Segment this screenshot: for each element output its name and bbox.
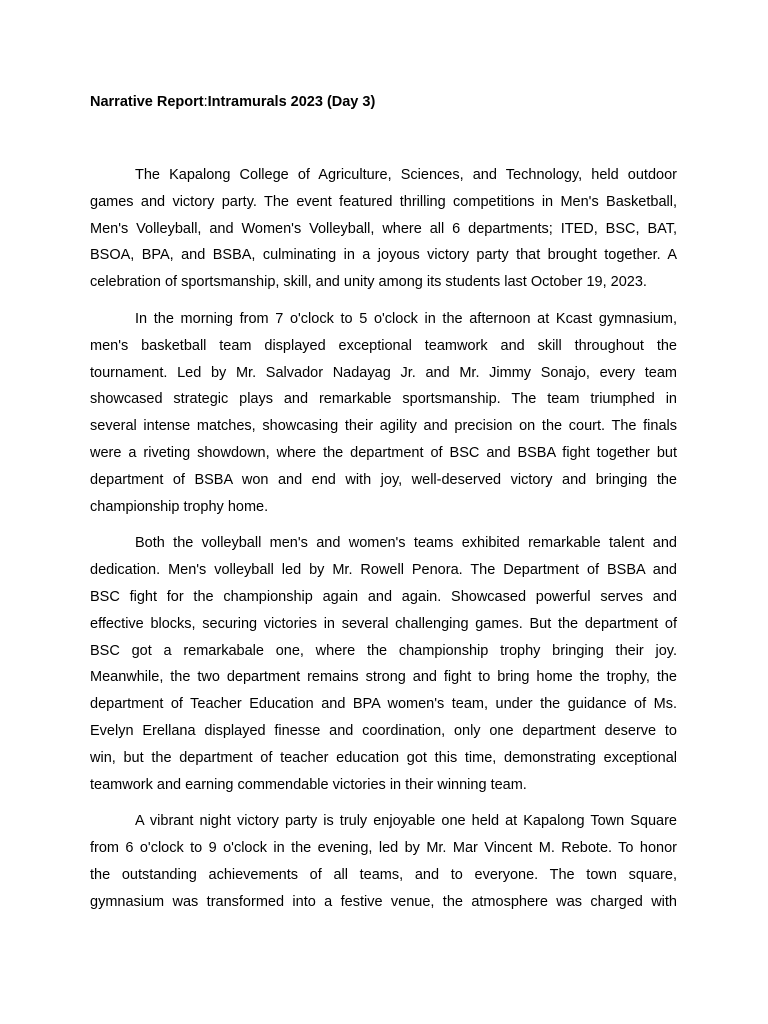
text-line: Evelyn Erellana displayed finesse and coordination, only one department deserve to: [90, 722, 677, 739]
text-line: celebration of sportsmanship, skill, and unity among its students last October 19, 2023.: [90, 274, 647, 291]
paragraph-intro: [90, 162, 677, 296]
text-line: were a riveting showdown, where the department of BSC and BSBA fight together but: [90, 444, 677, 461]
text-line: dedication. Men's volleyball led by Mr. Rowell Penora. The Department of BSBA and: [90, 562, 677, 579]
text-line: Meanwhile, the two department remains strong and fight to bring home the trophy, the: [90, 669, 677, 686]
report-title-bold: Narrative Report: [90, 94, 204, 110]
text-line: department of Teacher Education and BPA women's team, under the guidance of Ms.: [90, 696, 677, 713]
text-line: men's basketball team displayed exceptional teamwork and skill throughout the: [90, 337, 677, 354]
text-line: games and victory party. The event featured thrilling competitions in Men's Basketball,: [90, 193, 677, 210]
text-line: The Kapalong College of Agriculture, Sciences, and Technology, held outdoor: [135, 167, 677, 183]
report-title-rest: Intramurals 2023 (Day 3): [207, 94, 376, 110]
text-line: Both the volleyball men's and women's teams exhibited remarkable talent and: [135, 535, 677, 552]
report-title-colon: :: [203, 94, 208, 110]
text-line: effective blocks, securing victories in several challenging games. But the department of: [90, 615, 677, 632]
text-line: from 6 o'clock to 9 o'clock in the evening, led by Mr. Mar Vincent M. Rebote. To honor: [90, 840, 677, 857]
paragraph-volleyball: [90, 530, 677, 798]
text-line: BSC fight for the championship again and again. Showcased powerful serves and: [90, 588, 677, 605]
paragraph-victory-party: [90, 808, 677, 915]
text-line: championship trophy home.: [90, 498, 269, 515]
document-page: [90, 92, 677, 926]
text-line: tournament. Led by Mr. Salvador Nadayag Jr. and Mr. Jimmy Sonajo, every team: [90, 364, 677, 381]
text-line: the outstanding achievements of all teams, and to everyone. The town square,: [90, 866, 677, 883]
text-line: department of BSBA won and end with joy, well-deserved victory and bringing the: [90, 471, 677, 488]
text-line: BSC got a remarkabale one, where the championship trophy bringing their joy.: [90, 642, 677, 659]
paragraph-basketball: [90, 306, 677, 520]
text-line: In the morning from 7 o'clock to 5 o'clock in the afternoon at Kcast gymnasium,: [135, 310, 677, 327]
text-line: Men's Volleyball, and Women's Volleyball, where all 6 departments; ITED, BSC, BAT,: [90, 220, 677, 237]
report-title: [90, 92, 677, 112]
text-line: BSOA, BPA, and BSBA, culminating in a joyous victory party that brought together. A: [90, 247, 677, 264]
text-line: teamwork and earning commendable victories in their winning team.: [90, 776, 527, 793]
text-line: win, but the department of teacher education got this time, demonstrating exceptional: [90, 749, 677, 766]
text-line: gymnasium was transformed into a festive venue, the atmosphere was charged with: [90, 893, 677, 910]
text-line: A vibrant night victory party is truly enjoyable one held at Kapalong Town Square: [135, 813, 677, 830]
text-line: several intense matches, showcasing their agility and precision on the court. The finals: [90, 418, 677, 435]
text-line: showcased strategic plays and remarkable sportsmanship. The team triumphed in: [90, 391, 677, 408]
